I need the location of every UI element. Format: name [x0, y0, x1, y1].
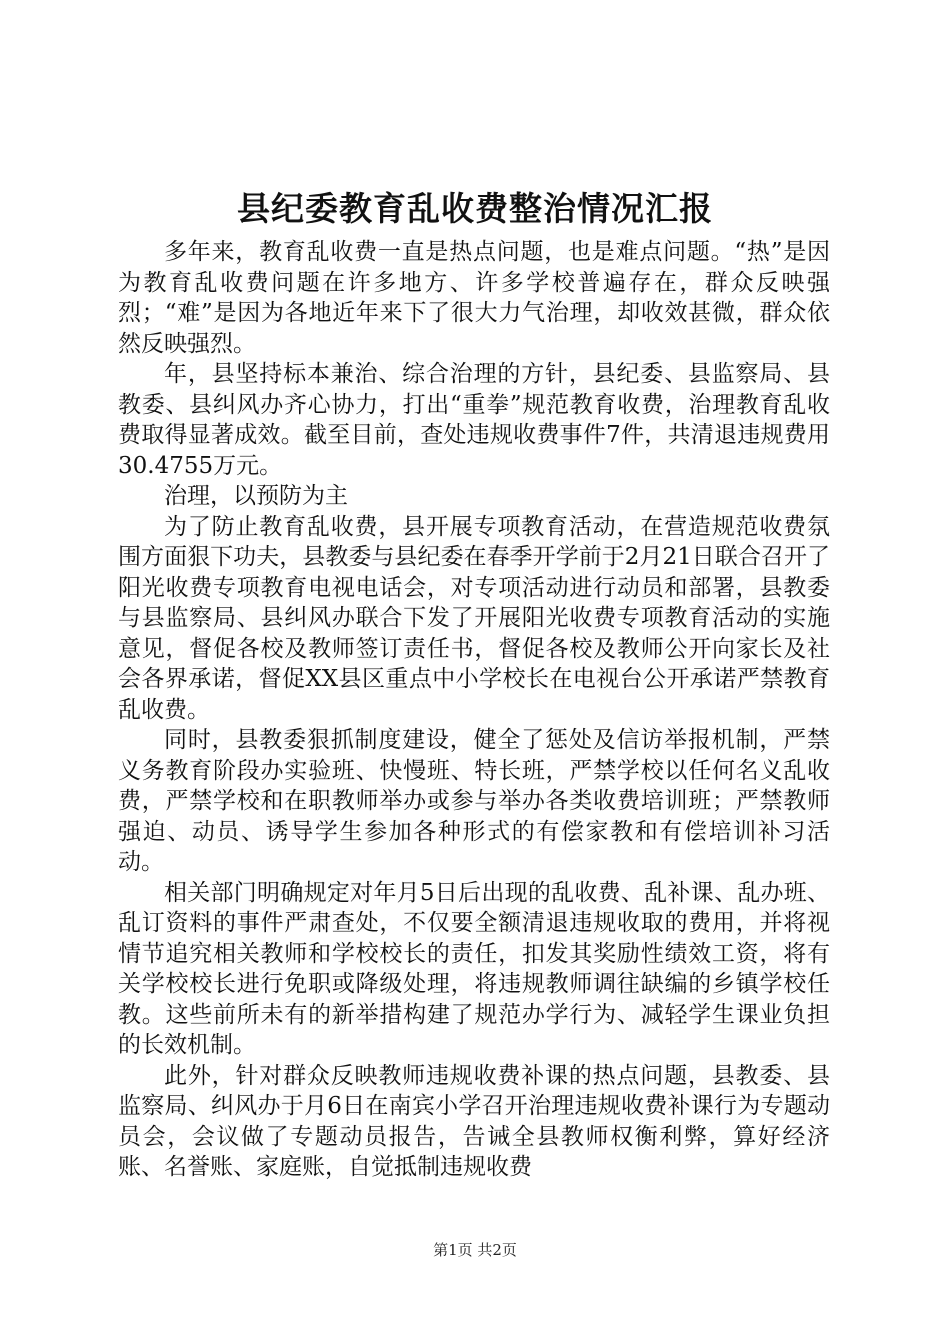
- page-number-footer: 第1页 共2页: [433, 1241, 517, 1259]
- document-title: 县纪委教育乱收费整治情况汇报: [237, 189, 713, 228]
- paragraph-regulations: 相关部门明确规定对年月5日后出现的乱收费、乱补课、乱办班、乱订资料的事件严肃查处，不仅要全额清退违规收取的费用，并将视情节追究相关教师和学校校长的责任，扣发其奖励性绩效工资，将有关学校校长进行免职或降级处理，将违规教师调往缺编的乡镇学校任教。这些前所未有的新举措构建了规范办学行为、减轻学生课业负担的长效机制。: [118, 879, 830, 1058]
- document-body: [118, 237, 830, 1183]
- paragraph-summary: 年，县坚持标本兼治、综合治理的方针，县纪委、县监察局、县教委、县纠风办齐心协力，打出“重拳”规范教育收费，治理教育乱收费取得显著成效。截至目前，查处违规收费事件7件，共清退违规费用30.4755万元。: [118, 361, 830, 479]
- paragraph-education-campaign: 为了防止教育乱收费，县开展专项教育活动，在营造规范收费氛围方面狠下功夫，县教委与县纪委在春季开学前于2月21日联合召开了阳光收费专项教育电视电话会，对专项活动进行动员和部署，县教委与县监察局、县纠风办联合下发了开展阳光收费专项教育活动的实施意见，督促各校及教师签订责任书，督促各校及教师公开向家长及社会各界承诺，督促XX县区重点中小学校长在电视台公开承诺严禁教育乱收费。: [118, 513, 830, 723]
- paragraph-intro: 多年来，教育乱收费一直是热点问题，也是难点问题。“热”是因为教育乱收费问题在许多地方、许多学校普遍存在，群众反映强烈；“难”是因为各地近年来下了很大力气治理，却收效甚微，群众依然反映强烈。: [118, 239, 830, 357]
- paragraph-mobilization-meeting: 此外，针对群众反映教师违规收费补课的热点问题，县教委、县监察局、纠风办于月6日在南宾小学召开治理违规收费补课行为专题动员会，会议做了专题动员报告，告诫全县教师权衡利弊，算好经济账、名誉账、家庭账，自觉抵制违规收费: [118, 1062, 830, 1180]
- section-heading-prevention: 治理，以预防为主: [164, 483, 348, 509]
- paragraph-system-building: 同时，县教委狠抓制度建设，健全了惩处及信访举报机制，严禁义务教育阶段办实验班、快慢班、特长班，严禁学校以任何名义乱收费，严禁学校和在职教师举办或参与举办各类收费培训班；严禁教师强迫、动员、诱导学生参加各种形式的有偿家教和有偿培训补习活动。: [118, 727, 830, 875]
